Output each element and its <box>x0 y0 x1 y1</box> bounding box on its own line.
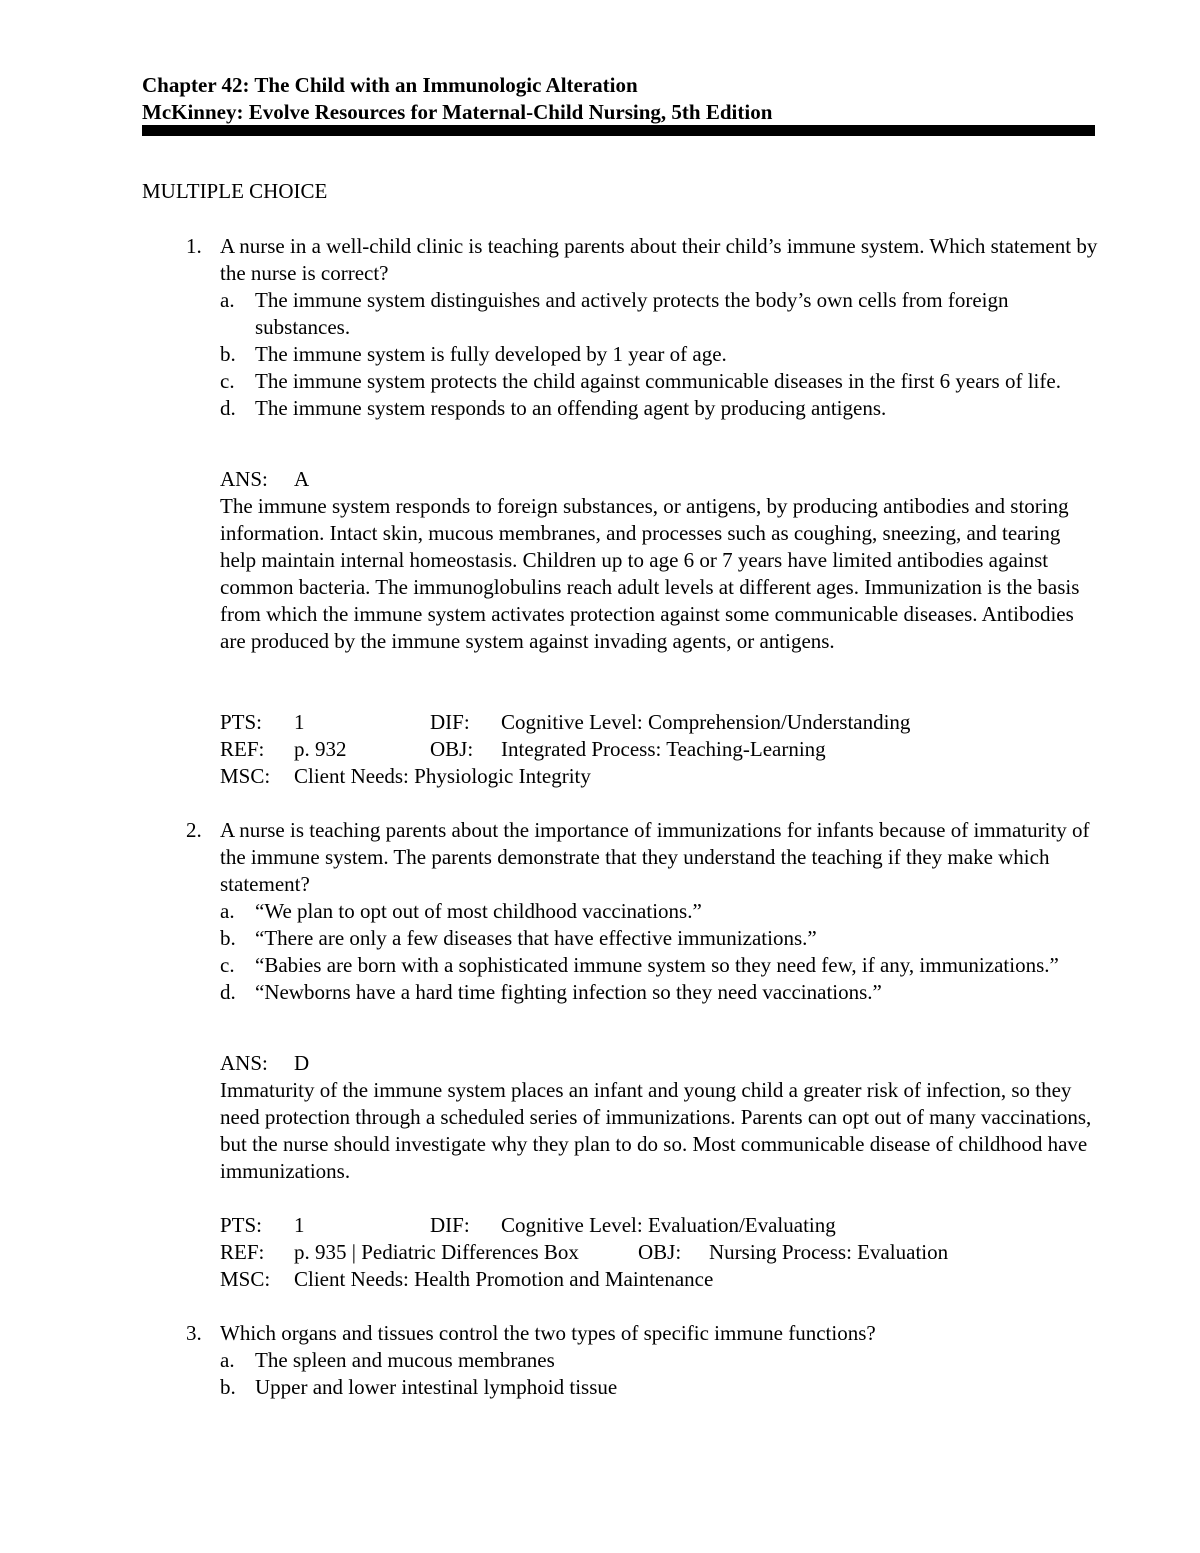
ref-value: p. 932 <box>294 737 347 761</box>
obj-label: OBJ: <box>638 1240 682 1264</box>
option-text: “We plan to opt out of most childhood vaccinations.” <box>255 899 702 923</box>
obj-value: Nursing Process: Evaluation <box>709 1240 949 1264</box>
rationale: Immaturity of the immune system places an infant and young child a greater risk of infection, so they need protection through a scheduled series of immunizations. Parents can opt out of many vaccinations, but the nurse should investigate why they plan to do so. Most communicable disease of childhood have immunizations. <box>220 1078 1092 1183</box>
option-letter: d. <box>220 396 236 420</box>
ref-label: REF: <box>220 737 265 761</box>
answer-label: ANS: <box>220 1051 268 1075</box>
question-stem: Which organs and tissues control the two types of specific immune functions? <box>220 1321 876 1345</box>
option-letter: c. <box>220 369 235 393</box>
option-a <box>220 287 1100 341</box>
option-c <box>220 952 1100 979</box>
option-text: Upper and lower intestinal lymphoid tissue <box>255 1375 618 1399</box>
question-stem: A nurse is teaching parents about the importance of immunizations for infants because of immaturity of the immune system. The parents demonstrate that they understand the teaching if they make which statement? <box>220 818 1090 896</box>
dif-label: DIF: <box>430 710 470 734</box>
msc-label: MSC: <box>220 1267 271 1291</box>
question-number: 3. <box>186 1321 202 1345</box>
answer-key <box>220 466 1100 493</box>
question-number: 2. <box>186 818 202 842</box>
msc-value: Client Needs: Health Promotion and Maintenance <box>294 1267 714 1291</box>
question-metadata <box>220 1212 1120 1293</box>
answer-options <box>220 898 1100 1006</box>
option-a <box>220 898 1100 925</box>
ref-value: p. 935 | Pediatric Differences Box <box>294 1240 579 1264</box>
option-letter: b. <box>220 342 236 366</box>
option-text: The immune system is fully developed by 1 year of age. <box>255 342 727 366</box>
option-letter: a. <box>220 288 235 312</box>
option-b <box>220 925 1100 952</box>
option-d <box>220 395 1100 422</box>
answer-value: A <box>294 467 310 491</box>
pts-value: 1 <box>294 1213 305 1237</box>
pts-label: PTS: <box>220 710 263 734</box>
section-title: MULTIPLE CHOICE <box>142 179 328 203</box>
option-letter: d. <box>220 980 236 1004</box>
obj-value: Integrated Process: Teaching-Learning <box>501 737 826 761</box>
option-b <box>220 1374 1100 1401</box>
option-text: “Newborns have a hard time fighting infection so they need vaccinations.” <box>255 980 882 1004</box>
book-title: McKinney: Evolve Resources for Maternal-Child Nursing, 5th Edition <box>142 100 773 124</box>
option-c <box>220 368 1100 395</box>
answer-label: ANS: <box>220 467 268 491</box>
answer-options <box>220 287 1100 422</box>
option-letter: c. <box>220 953 235 977</box>
dif-value: Cognitive Level: Comprehension/Understanding <box>501 710 911 734</box>
option-b <box>220 341 1100 368</box>
question-number: 1. <box>186 234 202 258</box>
option-letter: b. <box>220 926 236 950</box>
option-text: The spleen and mucous membranes <box>255 1348 555 1372</box>
dif-value: Cognitive Level: Evaluation/Evaluating <box>501 1213 836 1237</box>
option-a <box>220 1347 1100 1374</box>
option-letter: a. <box>220 1348 235 1372</box>
option-text: The immune system distinguishes and actively protects the body’s own cells from foreign substances. <box>255 288 1009 339</box>
option-letter: a. <box>220 899 235 923</box>
option-text: The immune system protects the child against communicable diseases in the first 6 years of life. <box>255 369 1061 393</box>
msc-label: MSC: <box>220 764 271 788</box>
pts-value: 1 <box>294 710 305 734</box>
question-metadata <box>220 709 1120 790</box>
answer-options <box>220 1347 1100 1401</box>
ref-label: REF: <box>220 1240 265 1264</box>
option-text: “Babies are born with a sophisticated immune system so they need few, if any, immunizations.” <box>255 953 1059 977</box>
option-letter: b. <box>220 1375 236 1399</box>
pts-label: PTS: <box>220 1213 263 1237</box>
question-stem: A nurse in a well-child clinic is teaching parents about their child’s immune system. Which statement by the nurse is correct? <box>220 234 1098 285</box>
obj-label: OBJ: <box>430 737 474 761</box>
answer-key <box>220 1050 1100 1077</box>
chapter-title: Chapter 42: The Child with an Immunologic Alteration <box>142 73 638 97</box>
option-d <box>220 979 1100 1006</box>
rationale: The immune system responds to foreign substances, or antigens, by producing antibodies and storing information. Intact skin, mucous membranes, and processes such as coughing, sneezing, and tearing help maintain internal homeostasis. Children up to age 6 or 7 years have limited antibodies against common bacteria. The immunoglobulins reach adult levels at different ages. Immunization is the basis from which the immune system activates protection against some communicable diseases. Antibodies are produced by the immune system against invading agents, or antigens. <box>220 494 1080 653</box>
answer-value: D <box>294 1051 310 1075</box>
dif-label: DIF: <box>430 1213 470 1237</box>
option-text: “There are only a few diseases that have effective immunizations.” <box>255 926 817 950</box>
option-text: The immune system responds to an offending agent by producing antigens. <box>255 396 887 420</box>
header-rule <box>142 125 1095 136</box>
msc-value: Client Needs: Physiologic Integrity <box>294 764 591 788</box>
